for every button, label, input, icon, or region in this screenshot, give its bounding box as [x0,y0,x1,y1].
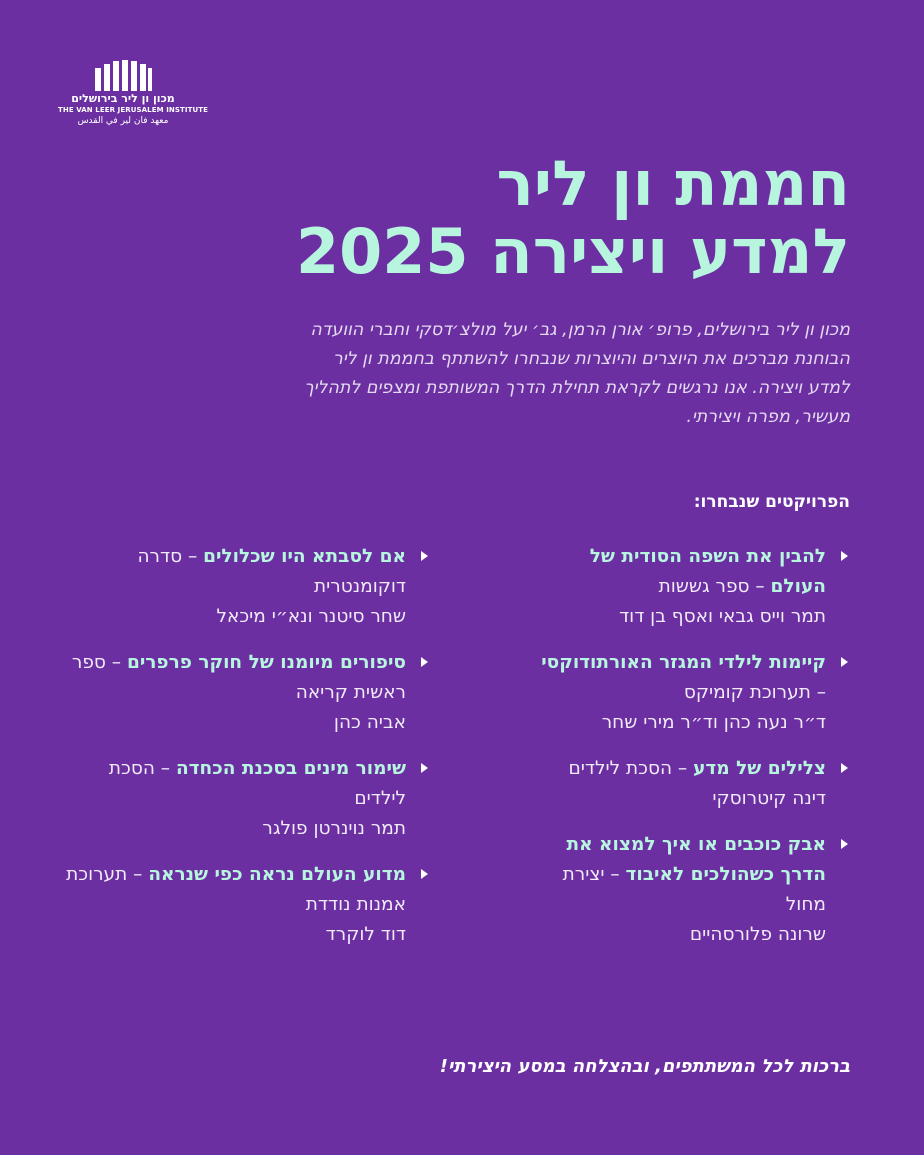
page-title [90,147,850,288]
project-type: סדרה דוקומנטרית [137,546,406,597]
project-item [60,648,430,738]
project-name: להבין את השפה הסודית של העולם [589,546,826,597]
project-people: דינה קיטרוסקי [712,788,826,809]
project-type: ספר גששות [658,576,750,597]
project-name: קיימות לילדי המגזר האורתודוקסי [541,652,826,673]
project-people: תמר נוינרטן פולגר [262,818,406,839]
project-type: תערוכת אמנות נודדת [66,864,406,915]
institute-logo-icon [93,58,153,92]
triangle-arrow-icon [421,869,428,879]
project-people: תמר וייס גבאי ואסף בן דוד [619,606,826,627]
logo-name-hebrew: מכון ון ליר בירושלים [71,92,175,105]
dash: – [672,758,694,779]
intro-paragraph: מכון ון ליר בירושלים, פרופ׳ אורן הרמן, גב׳ יעל מולצ׳דסקי וחברי הוועדה הבוחנת מברכים את היוצרים והיוצרות שנבחרו להשתתף בחממת ון ליר למדע ויצירה. אנו נרגשים לקראת תחילת הדרך המשותפת ומצפים לתהליך מעשיר, מפרה ויצירתי. [304,320,850,427]
project-type: יצירת מחול [562,864,826,915]
project-people: דוד לוקרד [325,924,406,945]
project-people: שרונה פלורסהיים [689,924,826,945]
project-name: אם לסבתא היו שכלולים [203,546,406,567]
project-name: אבק כוכבים או איך למצוא את הדרך כשהולכים לאיבוד [566,834,826,885]
dash: – [749,576,771,597]
projects-column-right [530,542,850,966]
dash: – [182,546,204,567]
project-item [530,648,850,738]
project-item [530,542,850,632]
triangle-arrow-icon [841,657,848,667]
project-type: הסכת לילדים [568,758,673,779]
dash: – [604,864,626,885]
dash: – [127,864,149,885]
triangle-arrow-icon [421,763,428,773]
project-type: תערוכת קומיקס [683,682,811,703]
logo-name-arabic: معهد فان لير في القدس [77,116,169,126]
logo-name-english: THE VAN LEER JERUSALEM INSTITUTE [58,106,209,114]
project-people: שחר סיטנר ונא״י מיכאל [216,606,406,627]
selected-projects-heading: הפרויקטים שנבחרו: [693,492,850,512]
project-item [60,860,430,950]
dash: – [154,758,176,779]
dash: – [105,652,127,673]
project-type: הסכת לילדים [108,758,406,809]
project-item [60,542,430,632]
project-name: צלילים של מדע [693,758,826,779]
closing-message: ברכות לכל המשתתפים, ובהצלחה במסע היצירתי! [439,1056,850,1077]
project-item [530,830,850,950]
project-name: מדוע העולם נראה כפי שנראה [148,864,406,885]
triangle-arrow-icon [841,839,848,849]
project-name: סיפורים מיומנו של חוקר פרפרים [126,652,406,673]
project-type: ספר ראשית קריאה [71,652,406,703]
title-line-1: חממת ון ליר [496,147,850,220]
institute-logo [58,58,209,127]
project-item [530,754,850,814]
project-people: אביה כהן [333,712,406,733]
dash: – [810,682,826,703]
projects-column-left [60,542,430,966]
triangle-arrow-icon [841,551,848,561]
triangle-arrow-icon [841,763,848,773]
title-line-2: למדע ויצירה 2025 [295,215,850,288]
triangle-arrow-icon [421,551,428,561]
project-name: שימור מינים בסכנת הכחדה [175,758,406,779]
project-item [60,754,430,844]
triangle-arrow-icon [421,657,428,667]
project-people: ד״ר נעה כהן וד״ר מירי שחר [601,712,826,733]
